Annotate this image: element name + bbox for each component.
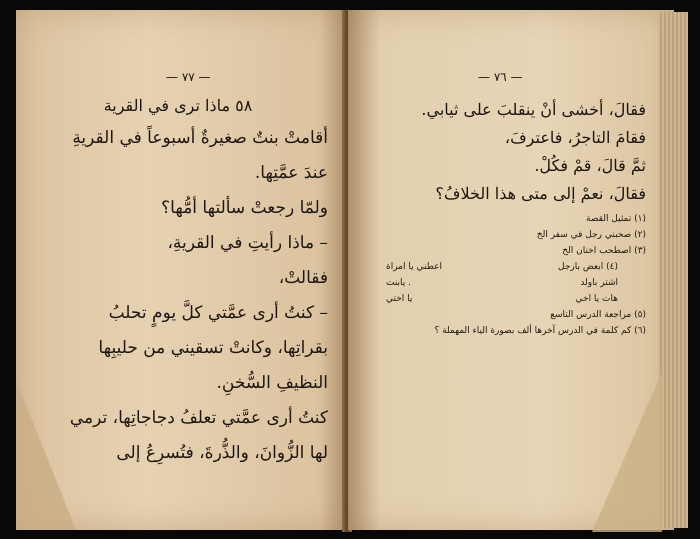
exercise-item: (٦) كم كلمة في الدرس آخرها ألف بصورة الياء المهملة ؟: [434, 326, 646, 336]
text-line: ثمَّ قالَ، قمْ فكُلْ.: [534, 156, 646, 175]
exercise-option: يا اختي: [386, 294, 413, 304]
text-line: ولمّا رجعتْ سألتها أمُّها؟: [161, 198, 328, 218]
text-line: فقامَ التاجرُ، فاعترفَ،: [504, 128, 646, 147]
exercise-option: . يابنت: [386, 278, 412, 288]
exercise-item: (٥) مراجعة الدرس التاسع: [550, 310, 646, 320]
page-edges: [658, 12, 688, 528]
text-line: النظيفِ السُّخنِ.: [216, 373, 328, 393]
page-corner-fold: [592, 372, 662, 532]
text-line: بقراتِها، وكانتْ تسقيني من حليبِها: [98, 338, 328, 358]
exercise-option: اعطني يا امراة: [386, 262, 442, 272]
text-line: فقالَ، نعمْ إلى متى هذا الخلافُ؟: [435, 184, 646, 203]
page-number: — ٧٦ —: [478, 70, 523, 84]
exercise-item: (٣) اصطحب اخنان الخ: [562, 246, 646, 256]
text-line: لها الزُّوانَ، والذُّرةَ، فتُسرِعُ إلى: [116, 443, 328, 463]
text-line: فقالَ، أخشى أنْ ينقلبَ على ثيابي.: [421, 100, 646, 119]
text-line: فقالتْ،: [278, 268, 328, 288]
exercise-option: هات يا اخي: [575, 294, 618, 304]
page-number: — ٧٧ —: [166, 70, 211, 84]
left-page: [16, 10, 346, 530]
exercise-item: [366, 294, 646, 304]
exercise-item: (١) تمثيل القصة: [586, 214, 646, 224]
exercise-item: (٢) صحبني رجل في سفر الخ: [536, 230, 646, 240]
text-line: كنتُ أرى عمَّتي تعلفُ دجاجاتِها، ترمي: [69, 408, 328, 428]
lesson-title: ٥٨ ماذا ترى في القرية: [103, 96, 253, 115]
exercise-item: [366, 278, 646, 288]
exercise-item: [366, 262, 646, 272]
exercise-option: اشتر باولد: [580, 278, 618, 288]
open-book: [8, 10, 692, 532]
exercise-label: (٤) ابعض بارجل: [558, 262, 618, 272]
right-page-text: [366, 102, 646, 342]
text-line: أقامتْ بنتٌ صغيرةٌ أسبوعاً في القريةِ: [72, 128, 328, 148]
text-line: – كنتُ أرى عمَّتي كلَّ يومٍ تحلبُ: [108, 303, 328, 323]
text-line: – ماذا رأيتِ في القريةِ،: [167, 233, 328, 253]
page-corner-fold: [16, 380, 76, 530]
exercise-list: [366, 214, 646, 336]
text-line: عندَ عمَّتِها.: [254, 163, 328, 183]
